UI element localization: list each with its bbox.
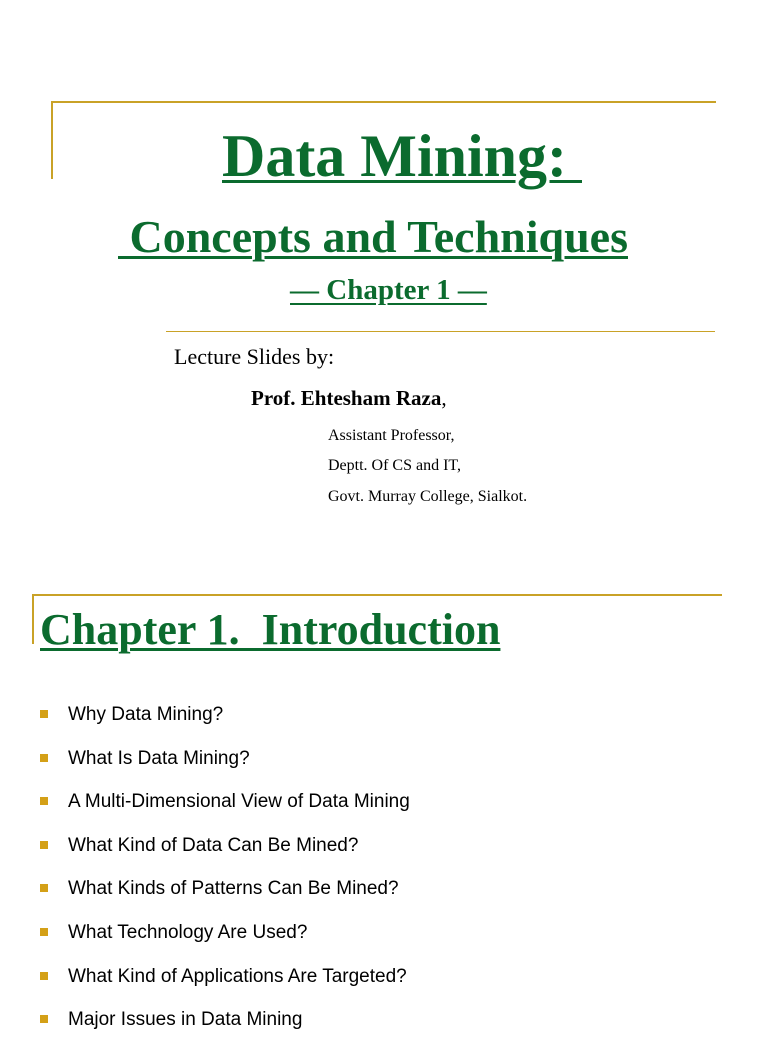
chapter-label: — Chapter 1 — [290,274,487,306]
square-bullet-icon [40,928,48,936]
topic-list [40,700,410,1049]
square-bullet-icon [40,884,48,892]
square-bullet-icon [40,754,48,762]
affiliation-dept: Deptt. Of CS and IT, [328,457,462,474]
slide2-title: Chapter 1. Introduction [40,605,501,654]
slide-subtitle: Concepts and Techniques [118,211,628,262]
list-item: A Multi-Dimensional View of Data Mining [40,787,410,831]
top-rule-horizontal [51,101,716,103]
list-item: What Technology Are Used? [40,918,410,962]
list-item: What Is Data Mining? [40,744,410,788]
list-item: What Kind of Applications Are Targeted? [40,962,410,1006]
list-item: What Kinds of Patterns Can Be Mined? [40,874,410,918]
middle-rule [166,331,715,332]
affiliation-college: Govt. Murray College, Sialkot. [328,488,528,505]
list-item: What Kind of Data Can Be Mined? [40,831,410,875]
square-bullet-icon [40,1015,48,1023]
square-bullet-icon [40,710,48,718]
author-line [251,384,447,412]
affiliation-title: Assistant Professor, [328,427,455,444]
lecture-by-label: Lecture Slides by: [174,344,335,369]
author-name: Prof. Ehtesham Raza [251,386,442,410]
author-comma: , [441,386,447,410]
square-bullet-icon [40,797,48,805]
slide2-rule-vertical [32,594,34,644]
slide-title: Data Mining: [222,123,582,189]
square-bullet-icon [40,972,48,980]
slide2-rule-horizontal [32,594,722,596]
list-item: Why Data Mining? [40,700,410,744]
square-bullet-icon [40,841,48,849]
list-item: Major Issues in Data Mining [40,1005,410,1049]
